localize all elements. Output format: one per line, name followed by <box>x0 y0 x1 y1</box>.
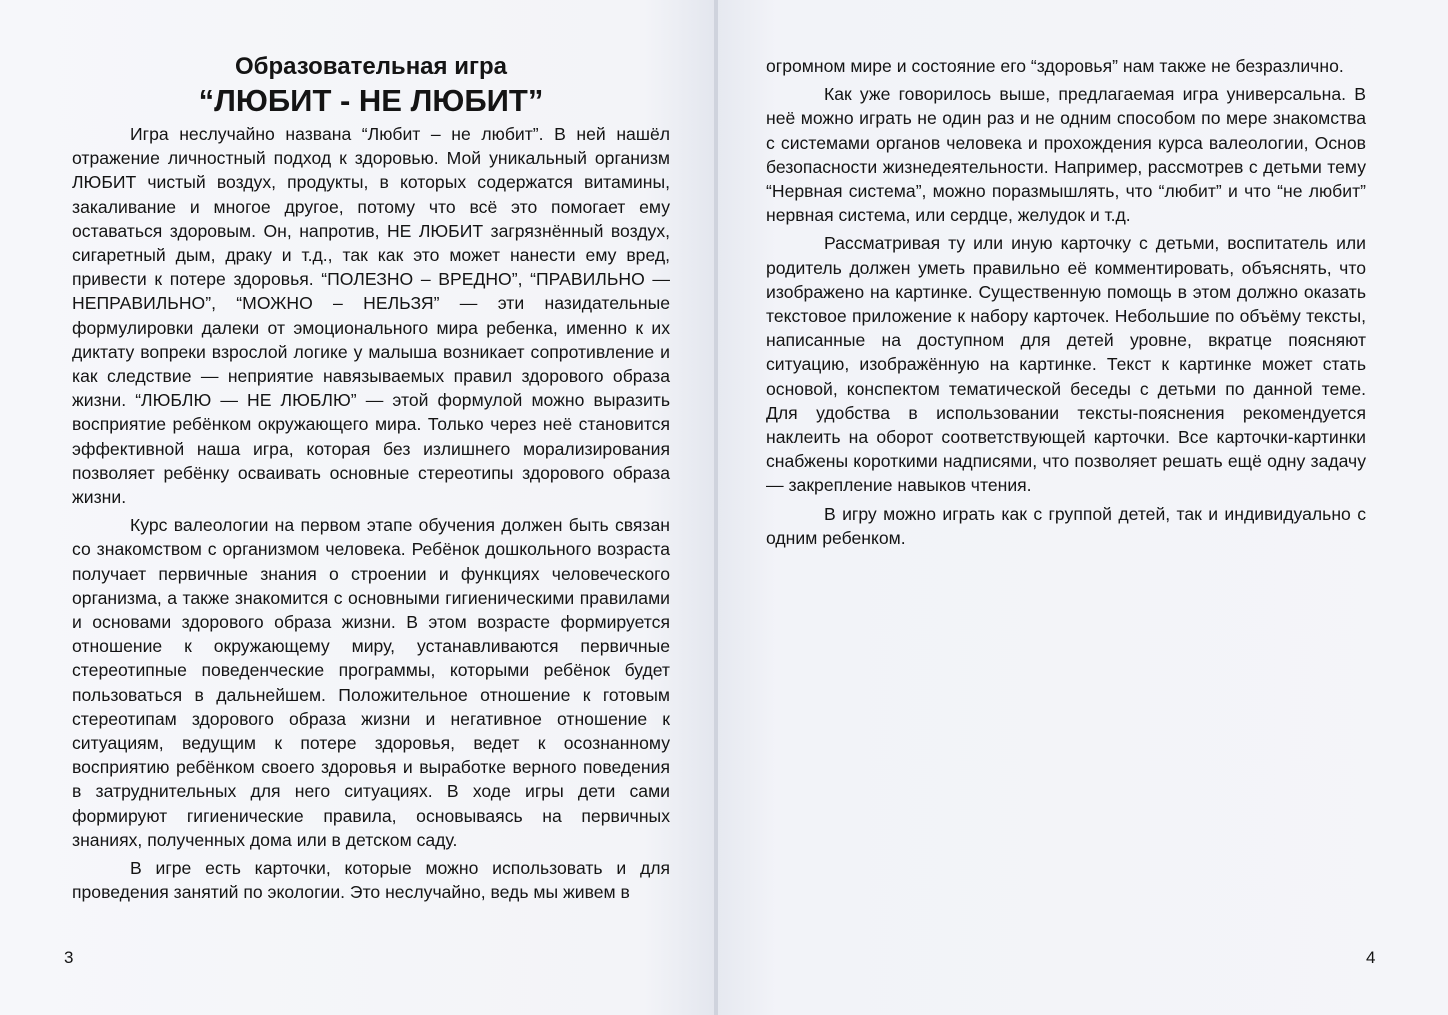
right-text-column <box>766 54 1366 550</box>
right-paragraph-3: Рассматривая ту или иную карточку с детьми, воспитатель или родитель должен уметь правильно её комментировать, объяснять, что изображено на картинке. Существенную помощь в этом должно оказать текстовое приложение к набору карточек. Небольшие по объёму тексты, написанные на доступном для детей уровне, вкратце поясняют ситуацию, изображённую на картинке. Текст к картинке может стать основой, конспектом тематической беседы с детьми по данной теме. Для удобства в использовании тексты-пояснения рекомендуется наклеить на оборот соответствующей карточки. Все карточки-картинки снабжены короткими надписями, что позволяет решать ещё одну задачу — закрепление навыков чтения. <box>766 233 1366 496</box>
title-line-1: Образовательная игра <box>235 53 507 80</box>
right-paragraph-1: огромном мире и состояние его “здоровья” нам также не безразлично. <box>766 56 1344 76</box>
title-line-2: “ЛЮБИТ - НЕ ЛЮБИТ” <box>198 83 544 118</box>
left-text-column <box>72 122 670 905</box>
right-paragraph-2: Как уже говорилось выше, предлагаемая игра универсальна. В неё можно играть не один раз и не одним способом по мере знакомства с системами органов человека и прохождения курса валеологии, Основ безопасности жизнедеятельности. Например, рассмотрев с детьми тему “Нервная система”, можно поразмышлять, что “любит” и что “не любит” нервная система, или сердце, желудок и т.д. <box>766 84 1366 226</box>
left-paragraph-1: Игра неслучайно названа “Любит – не любит”. В ней нашёл отражение личностный подход к здоровью. Мой уникальный организм ЛЮБИТ чистый воздух, продукты, в которых содержатся витамины, закаливание и многое другое, потому что всё это помогает ему оставаться здоровым. Он, напротив, НЕ ЛЮБИТ загрязнённый воздух, сигаретный дым, драку и т.д., так как это может нанести ему вред, привести к потере здоровья. “ПОЛЕЗНО – ВРЕДНО”, “ПРАВИЛЬНО — НЕПРАВИЛЬНО”, “МОЖНО – НЕЛЬЗЯ” — эти назидательные формулировки далеки от эмоционального мира ребенка, именно к их диктату вопреки взрослой логике у малыша возникает сопротивление и как следствие — неприятие навязываемых правил здорового образа жизни. “ЛЮБЛЮ — НЕ ЛЮБЛЮ” — этой формулой можно выразить восприятие ребёнком окружающего мира. Только через неё становится эффективной наша игра, которая без излишнего морализирования позволяет ребёнку осваивать основные стереотипы здорового образа жизни. <box>72 124 670 508</box>
left-paragraph-3: В игре есть карточки, которые можно использовать и для проведения занятий по экологии. Это неслучайно, ведь мы живем в <box>72 858 670 903</box>
page-number-left: 3 <box>64 948 74 967</box>
right-paragraph-4: В игру можно играть как с группой детей, так и индивидуально с одним ребенком. <box>766 503 1366 548</box>
page-number-right: 4 <box>1366 948 1376 967</box>
left-paragraph-2: Курс валеологии на первом этапе обучения должен быть связан со знакомством с организмом человека. Ребёнок дошкольного возраста получает первичные знания о строении и функциях человеческого организма, а также знакомится с основными гигиеническими правилами и основами здорового образа жизни. В этом возрасте формируется отношение к окружающему миру, устанавливаются первичные стереотипные поведенческие программы, которыми ребёнок будет пользоваться в дальнейшем. Положительное отношение к готовым стереотипам здорового образа жизни и негативное отношение к ситуациям, ведущим к потере здоровья, ведет к осознанному восприятию ребёнком своего здоровья и выработке верного поведения в затруднительных для него ситуациях. В ходе игры дети сами формируют гигиенические правила, основываясь на первичных знаниях, полученных дома или в детском саду. <box>72 515 670 850</box>
